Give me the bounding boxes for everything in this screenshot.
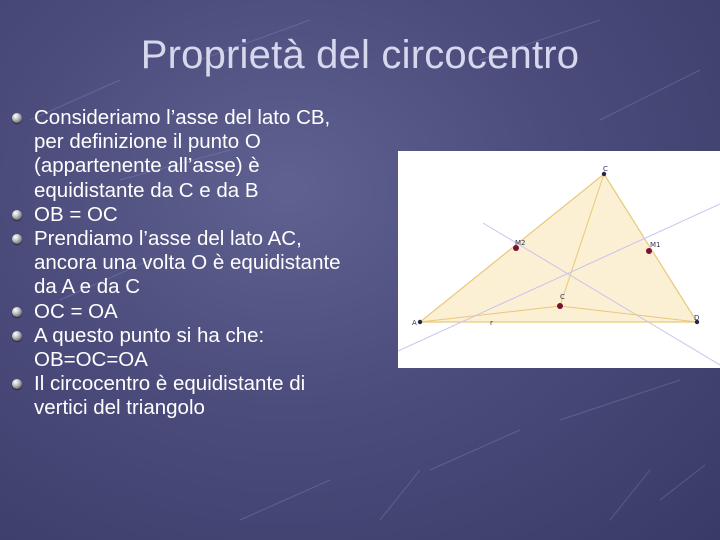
bullet-text-line: Consideriamo l’asse del lato CB,	[34, 106, 331, 129]
bullet-sphere-icon	[12, 379, 22, 389]
bullet-item	[12, 372, 397, 420]
bullet-list	[12, 106, 397, 421]
bullet-text-line: OC = OA	[34, 299, 118, 323]
bullet-item	[12, 324, 397, 372]
bullet-text-line: OB = OC	[34, 202, 118, 226]
bullet-item	[12, 106, 397, 203]
geometry-figure	[398, 151, 720, 368]
bullet-text-line: equidistante da C e da B	[34, 178, 259, 202]
label-c: C	[603, 165, 608, 173]
point-a	[418, 320, 422, 324]
bullet-text-line: (appartenente all’asse) è	[34, 154, 260, 178]
bullet-sphere-icon	[12, 307, 22, 317]
label-o: C	[560, 293, 565, 301]
bullet-sphere-icon	[12, 113, 22, 123]
bullet-text-line: OB=OC=OA	[34, 348, 148, 372]
bullet-text-line: per definizione il punto O	[34, 130, 261, 154]
label-side: r	[490, 319, 493, 327]
bullet-text-line: Il circocentro è equidistante di	[34, 372, 306, 396]
label-a: A	[412, 319, 417, 327]
bullet-item	[12, 227, 397, 300]
label-m1: M1	[650, 241, 661, 249]
bullet-item	[12, 300, 397, 324]
bullet-sphere-icon	[12, 210, 22, 220]
bullet-text-line: Prendiamo l’asse del lato AC,	[34, 227, 302, 251]
bullet-text-line: ancora una volta O è equidistante	[34, 251, 341, 275]
bullet-text-line: vertici del triangolo	[34, 396, 205, 420]
bullet-text-line: da A e da C	[34, 275, 141, 299]
slide-title: Proprietà del circocentro	[140, 33, 580, 77]
bullet-text-line: A questo punto si ha che:	[34, 323, 265, 347]
bullet-sphere-icon	[12, 331, 22, 341]
bullet-item	[12, 203, 397, 227]
bullet-sphere-icon	[12, 234, 22, 244]
point-o	[557, 303, 563, 309]
label-m2: M2	[515, 239, 526, 247]
label-b: D	[694, 314, 700, 322]
